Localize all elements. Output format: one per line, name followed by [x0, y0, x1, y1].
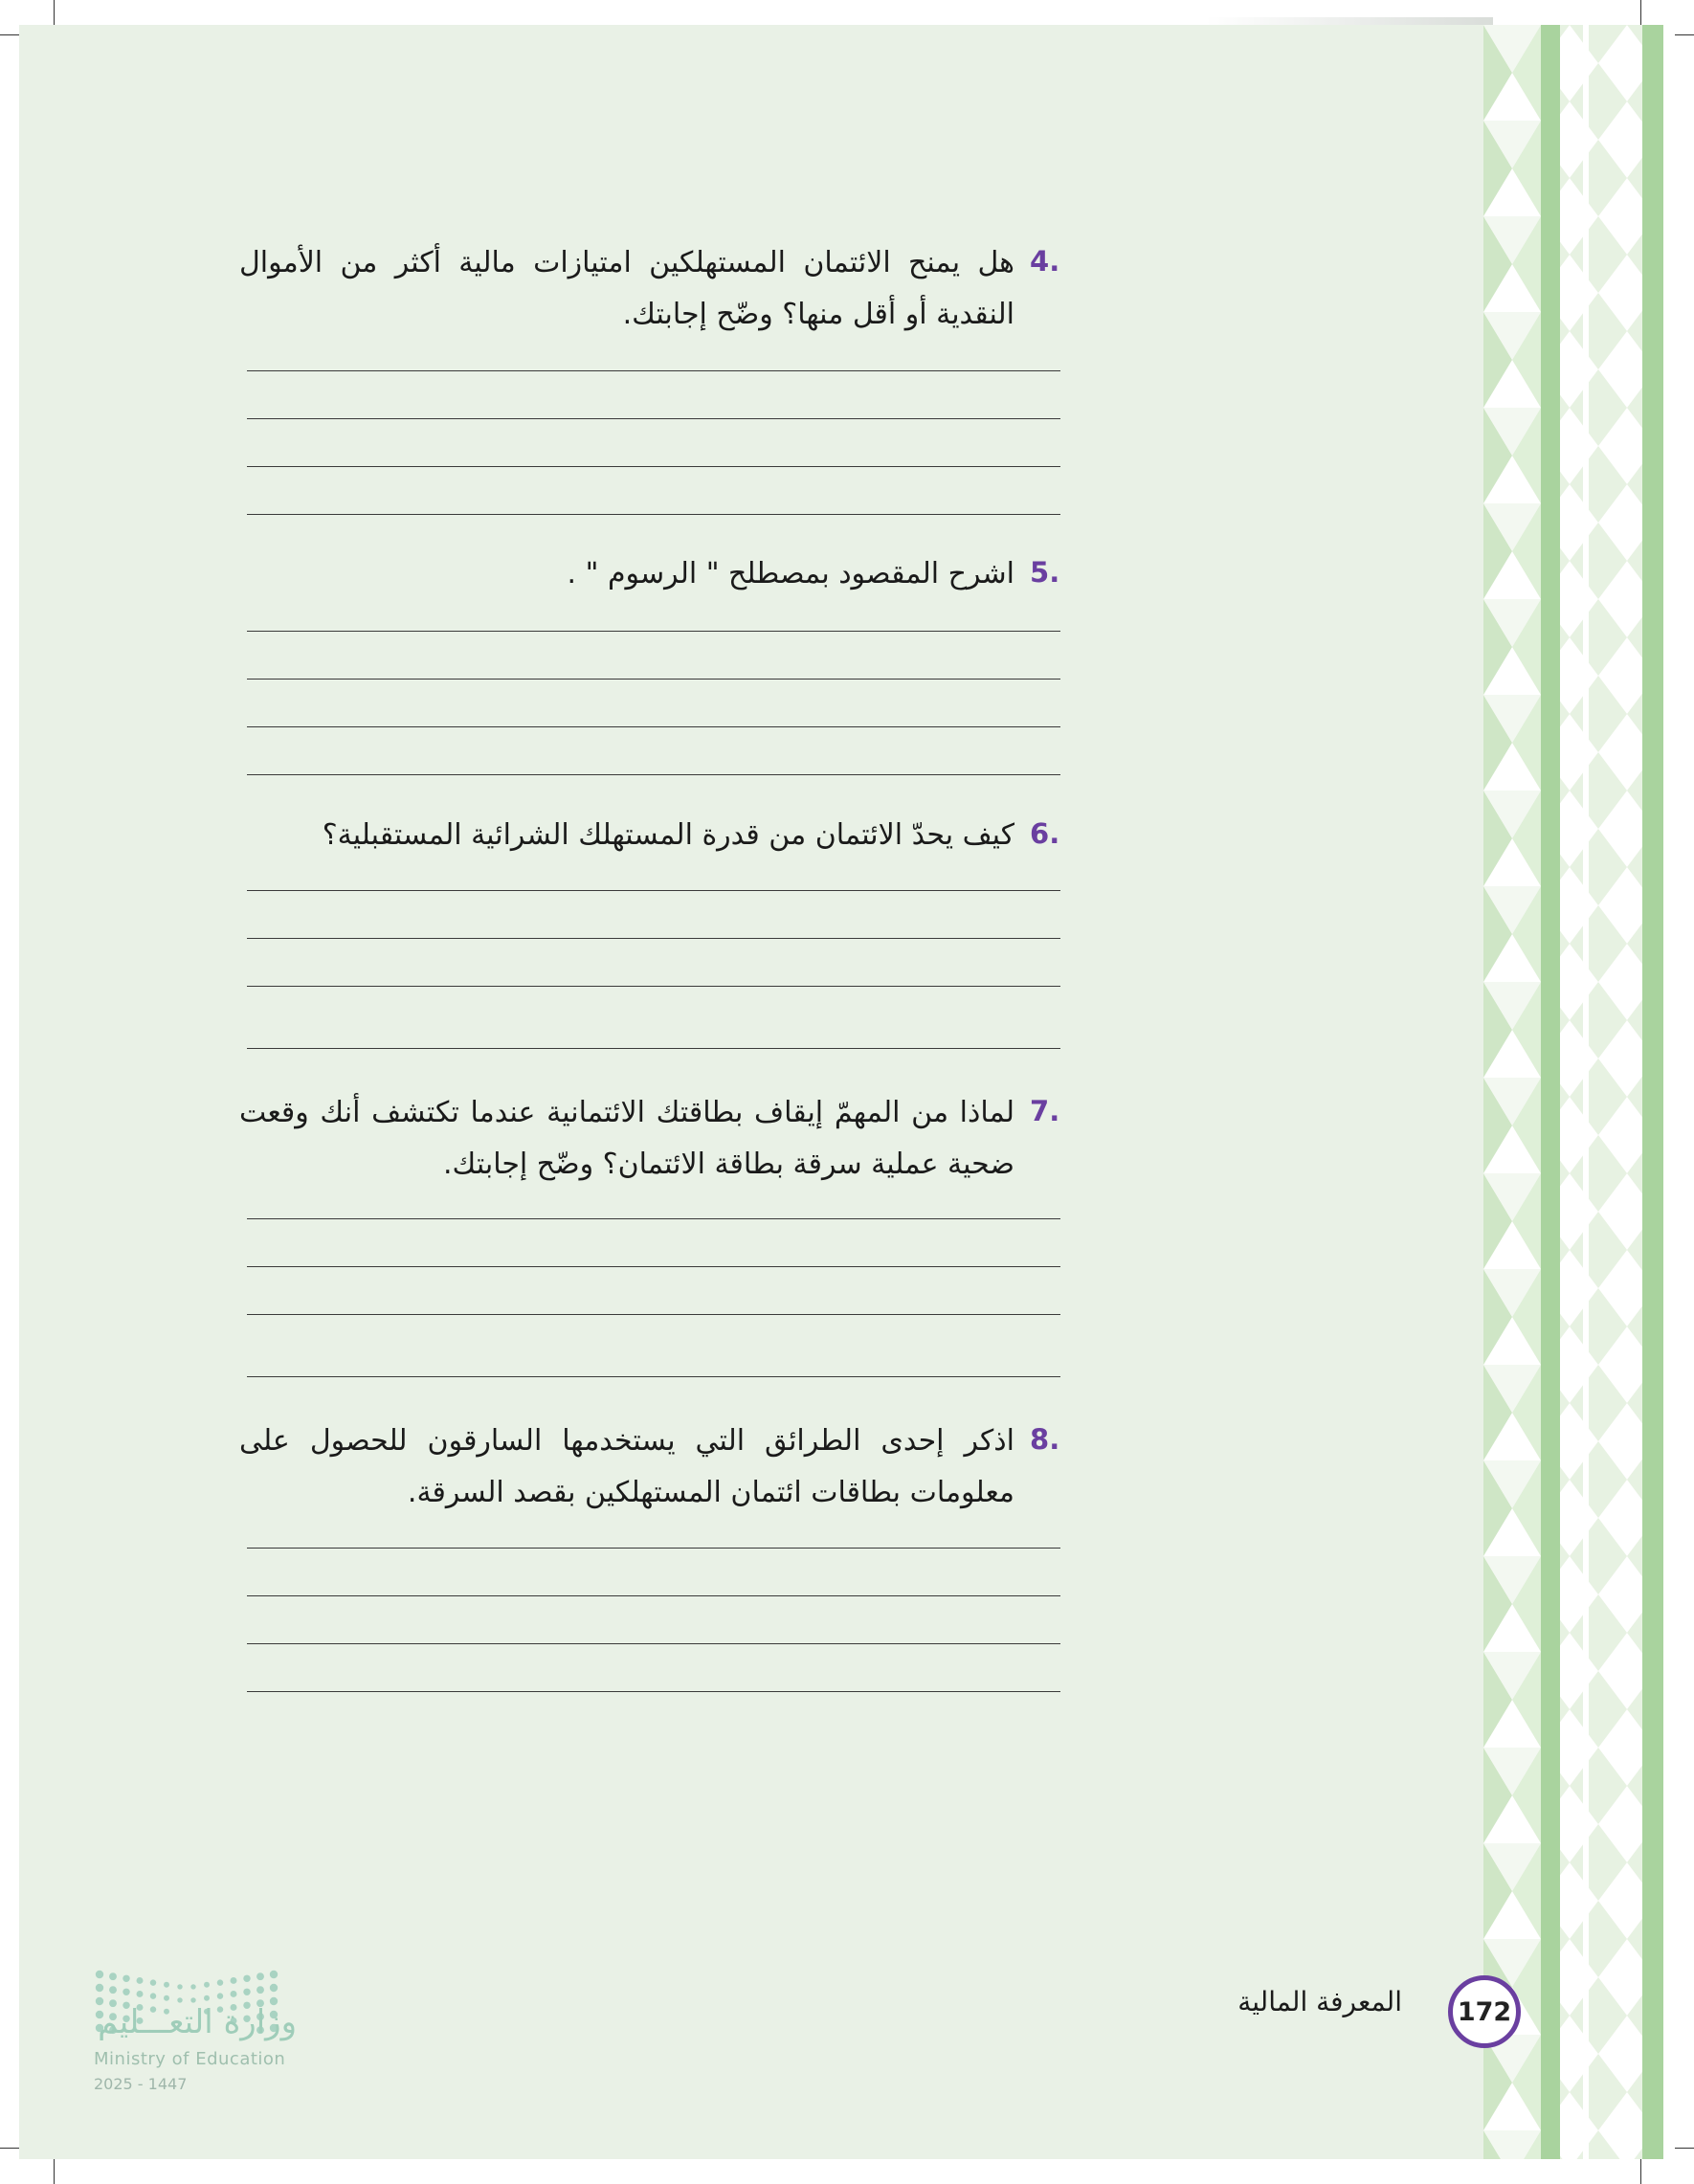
- answer-line: [247, 514, 1060, 515]
- logo-dot: [217, 1979, 223, 1985]
- logo-dot: [190, 1997, 195, 2002]
- logo-dot: [243, 1989, 250, 1995]
- answer-line: [247, 726, 1060, 727]
- answer-line: [247, 986, 1060, 987]
- logo-dot: [96, 1984, 103, 1992]
- answer-line: [247, 938, 1060, 939]
- answer-line: [247, 774, 1060, 775]
- logo-arabic-text: وزارة التعـــليم: [98, 2003, 297, 2041]
- logo-dot: [177, 1997, 182, 2002]
- answer-line: [247, 1048, 1060, 1049]
- logo-dot: [270, 1971, 278, 1978]
- answer-line: [247, 1595, 1060, 1596]
- logo-dot: [164, 1982, 169, 1988]
- logo-dot: [96, 1971, 103, 1978]
- logo-dot: [109, 1972, 117, 1980]
- question-number: .6: [1030, 817, 1060, 850]
- logo-dot: [137, 1977, 144, 1984]
- logo-dot: [231, 1977, 237, 1984]
- answer-line: [247, 890, 1060, 891]
- question-5: [239, 548, 1062, 600]
- logo-dot: [123, 1989, 129, 1995]
- logo-dot: [150, 1979, 156, 1985]
- question-text: كيف يحدّ الائتمان من قدرة المستهلك الشرائية المستقبلية؟: [322, 818, 1014, 852]
- answer-line: [247, 1376, 1060, 1377]
- page-number: 172: [1457, 1996, 1512, 2027]
- logo-dot: [150, 1993, 156, 1998]
- question-text: اشرح المقصود بمصطلح " الرسوم " .: [567, 557, 1014, 591]
- question-7: [239, 1087, 1062, 1191]
- logo-dot: [270, 1984, 278, 1992]
- logo-dot: [123, 1975, 129, 1982]
- logo-dot: [256, 1972, 264, 1980]
- page-number-badge: [1448, 1975, 1521, 2048]
- logo-dot: [137, 1991, 144, 1997]
- question-number: .4: [1030, 245, 1060, 278]
- answer-line: [247, 1266, 1060, 1267]
- logo-dot: [164, 1995, 169, 2001]
- logo-dot: [177, 1984, 182, 1989]
- answer-line: [247, 1643, 1060, 1644]
- logo-dot: [204, 1995, 210, 2001]
- question-6: [239, 810, 1062, 861]
- answer-lines[interactable]: [247, 370, 1060, 515]
- question-number: .5: [1030, 556, 1060, 589]
- logo-dot: [256, 1986, 264, 1994]
- logo-english-text: Ministry of Education: [94, 2049, 286, 2069]
- logo-dot: [109, 1986, 117, 1994]
- question-8: [239, 1415, 1062, 1519]
- question-number: .7: [1030, 1095, 1060, 1127]
- answer-lines[interactable]: [247, 1218, 1060, 1377]
- question-4: [239, 237, 1062, 341]
- logo-dot: [190, 1984, 195, 1989]
- answer-line: [247, 1548, 1060, 1549]
- answer-lines[interactable]: [247, 1548, 1060, 1692]
- answer-line: [247, 679, 1060, 680]
- answer-lines[interactable]: [247, 890, 1060, 1049]
- question-text: هل يمنح الائتمان المستهلكين امتيازات مالية أكثر من الأموال النقدية أو أقل منها؟ وضّح إجابتك.: [239, 246, 1014, 331]
- answer-line: [247, 631, 1060, 632]
- answer-lines[interactable]: [247, 631, 1060, 775]
- logo-year: 2025 - 1447: [94, 2075, 188, 2093]
- answer-line: [247, 1218, 1060, 1219]
- logo-dot: [217, 1993, 223, 1998]
- question-text: لماذا من المهمّ إيقاف بطاقتك الائتمانية عندما تكتشف أنك وقعت ضحية عملية سرقة بطاقة الائتمان؟ وضّح إجابتك.: [239, 1096, 1014, 1181]
- logo-dot: [243, 1975, 250, 1982]
- answer-line: [247, 418, 1060, 419]
- logo-dot: [231, 1991, 237, 1997]
- answer-line: [247, 1314, 1060, 1315]
- answer-line: [247, 370, 1060, 371]
- logo-dot: [204, 1982, 210, 1988]
- question-number: .8: [1030, 1423, 1060, 1456]
- question-text: اذكر إحدى الطرائق التي يستخدمها السارقون للحصول على معلومات بطاقات ائتمان المستهلكين بقصد السرقة.: [239, 1424, 1014, 1509]
- answer-line: [247, 1691, 1060, 1692]
- answer-line: [247, 466, 1060, 467]
- decorative-pattern-strip: [1483, 25, 1675, 2159]
- unit-title: المعرفة المالية: [1237, 1986, 1402, 2017]
